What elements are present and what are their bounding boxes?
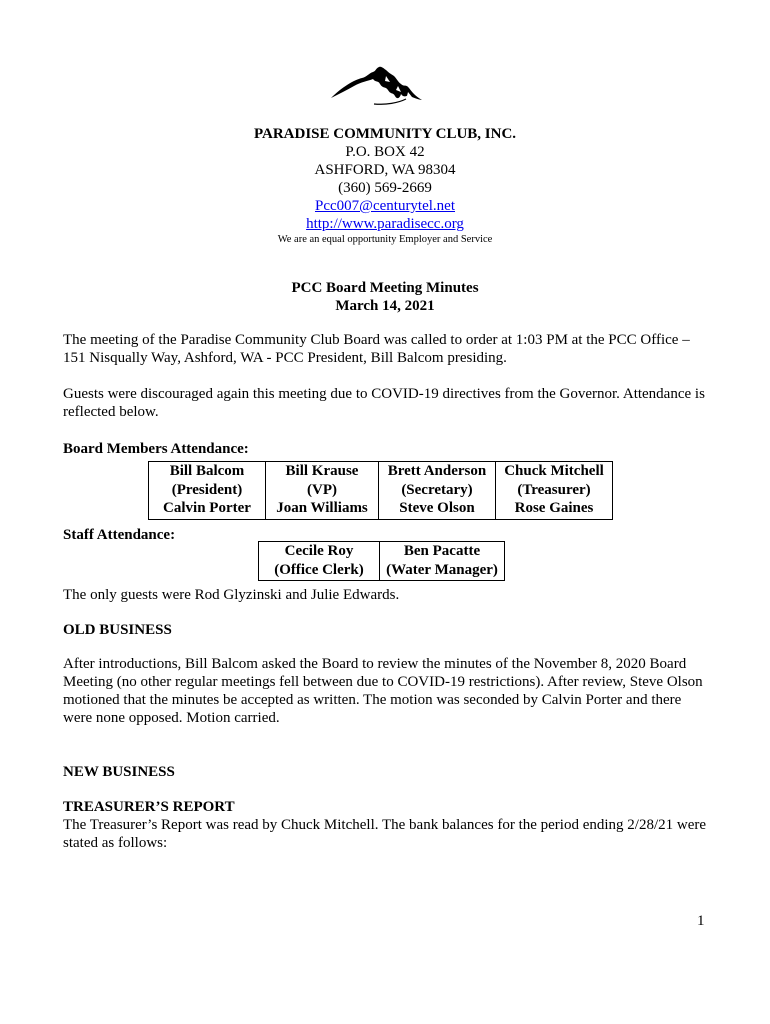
board-member-name: Brett Anderson (387, 463, 487, 479)
treasurer-report-paragraph: The Treasurer’s Report was read by Chuck Mitchell. The bank balances for the period ending 2/28/21 were stated as follows: (63, 817, 707, 851)
staff-attendance-table (258, 541, 505, 581)
call-to-order-paragraph: The meeting of the Paradise Community Club Board was called to order at 1:03 PM at the PCC Office – 151 Nisqually Way, Ashford, WA - PCC President, Bill Balcom presiding. (63, 332, 690, 366)
staff-member-cell (380, 542, 505, 581)
board-member-cell (149, 462, 266, 520)
board-member-name: Bill Balcom (169, 463, 245, 479)
old-business-heading: OLD BUSINESS (63, 622, 172, 638)
email-link[interactable]: Pcc007@centurytel.net (314, 198, 456, 214)
old-business-paragraph: After introductions, Bill Balcom asked the Board to review the minutes of the November 8, 2020 Board Meeting (no other regular meetings fell between due to COVID-19 restrictions). After review, Steve Olson motioned that the minutes be accepted as written. The motion was seconded by Calvin Porter and there were none opposed. Motion carried. (63, 656, 703, 726)
meeting-title-block (0, 279, 770, 315)
board-attendance-table (148, 461, 613, 520)
board-member-name: Chuck Mitchell (504, 463, 604, 479)
po-box: P.O. BOX 42 (345, 144, 425, 160)
org-name: PARADISE COMMUNITY CLUB, INC. (253, 126, 517, 142)
board-attendance-heading: Board Members Attendance: (63, 441, 249, 457)
phone-number: (360) 569-2669 (338, 180, 432, 196)
board-member-name: Bill Krause (285, 463, 359, 479)
board-member-cell (266, 462, 379, 520)
board-member-name: Steve Olson (399, 500, 475, 516)
city-address: ASHFORD, WA 98304 (314, 162, 456, 178)
board-member-cell (379, 462, 496, 520)
staff-member-name: Ben Pacatte (403, 543, 481, 559)
letterhead (0, 125, 770, 251)
guests-note-paragraph: Guests were discouraged again this meeting due to COVID-19 directives from the Governor. Attendance is reflected below. (63, 386, 705, 420)
board-member-name: Rose Gaines (514, 500, 594, 516)
staff-member-cell (259, 542, 380, 581)
staff-member-role: (Water Manager) (386, 561, 498, 578)
mountain-logo-icon (328, 62, 428, 108)
board-member-cell (496, 462, 613, 520)
guests-line: The only guests were Rod Glyzinski and Julie Edwards. (63, 587, 400, 603)
board-member-name: Calvin Porter (163, 500, 251, 516)
board-member-role: (Secretary) (401, 481, 473, 498)
treasurer-report-heading: TREASURER’S REPORT (63, 799, 235, 815)
staff-member-name: Cecile Roy (284, 543, 354, 559)
staff-member-role: (Office Clerk) (274, 561, 364, 578)
board-member-role: (VP) (307, 481, 337, 498)
tagline: We are an equal opportunity Employer and Service (277, 234, 493, 245)
board-member-name: Joan Williams (276, 500, 368, 516)
staff-attendance-heading: Staff Attendance: (63, 527, 176, 543)
website-link[interactable]: http://www.paradisecc.org (306, 216, 464, 232)
board-member-role: (Treasurer) (517, 481, 591, 498)
meeting-date: March 14, 2021 (335, 298, 435, 314)
new-business-heading: NEW BUSINESS (63, 764, 175, 780)
meeting-title: PCC Board Meeting Minutes (291, 280, 479, 296)
page-number: 1 (697, 913, 705, 929)
board-member-role: (President) (171, 481, 243, 498)
